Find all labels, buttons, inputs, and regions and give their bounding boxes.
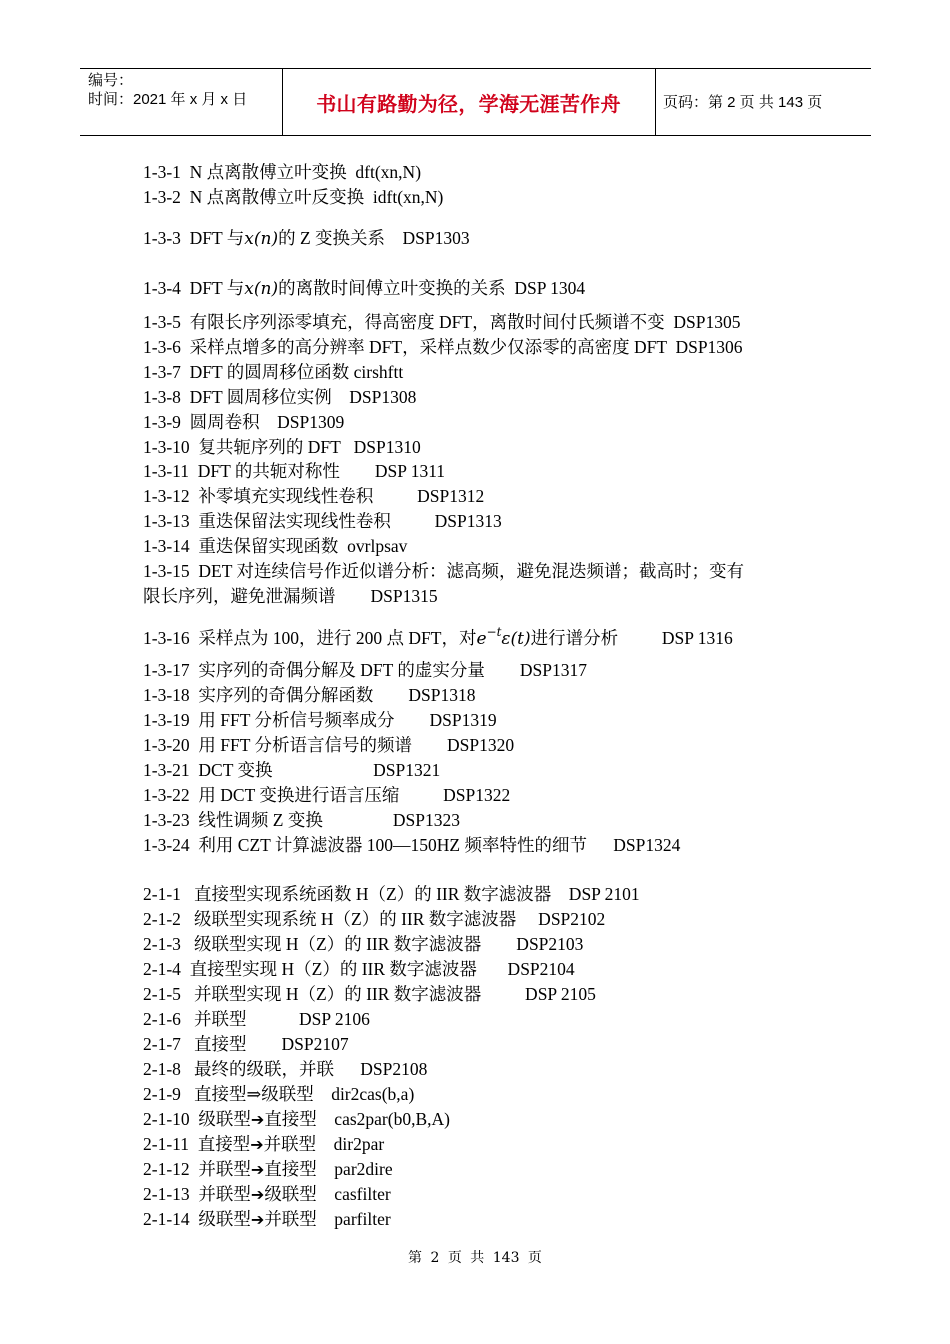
list-item: 1-3-24 利用 CZT 计算滤波器 100—150HZ 频率特性的细节 DSP1324 bbox=[143, 835, 681, 855]
item-text: 1-3-3 DFT 与 bbox=[143, 228, 245, 248]
list-item bbox=[143, 1158, 393, 1181]
page-header bbox=[80, 68, 871, 136]
page-footer: 第 2 页 共 143 页 bbox=[408, 1250, 542, 1266]
item-text: 2-1-14 级联型 bbox=[143, 1209, 251, 1229]
arrow-right-icon: ➔ bbox=[250, 1210, 265, 1229]
item-text: 的离散时间傅立叶变换的关系 DSP 1304 bbox=[278, 278, 586, 298]
list-item: 2-1-2 级联型实现系统 H（Z）的 IIR 数字滤波器 DSP2102 bbox=[143, 909, 606, 929]
header-divider bbox=[655, 68, 656, 136]
item-text: 2-1-10 级联型 bbox=[143, 1109, 251, 1129]
list-item: 1-3-14 重迭保留实现函数 ovrlpsav bbox=[143, 536, 408, 556]
list-item: 1-3-15 DET 对连续信号作近似谱分析：滤高频，避免混迭频谱；截高时；变有 bbox=[143, 561, 744, 581]
arrow-right-icon: ➔ bbox=[250, 1185, 265, 1204]
item-text: 直接型 cas2par(b0,B,A) bbox=[264, 1109, 450, 1129]
list-item: 限长序列，避免泄漏频谱 DSP1315 bbox=[143, 586, 438, 606]
list-item: 1-3-23 线性调频 Z 变换 DSP1323 bbox=[143, 810, 460, 830]
header-motto: 书山有路勤为径，学海无涯苦作舟 bbox=[316, 92, 621, 116]
list-item: 1-3-21 DCT 变换 DSP1321 bbox=[143, 760, 441, 780]
arrow-right-icon: ➔ bbox=[250, 1110, 265, 1129]
list-item bbox=[143, 1108, 450, 1131]
list-item: 1-3-7 DFT 的圆周移位函数 cirshftt bbox=[143, 362, 404, 382]
list-item: 2-1-5 并联型实现 H（Z）的 IIR 数字滤波器 DSP 2105 bbox=[143, 984, 596, 1004]
item-text: 2-1-11 直接型 bbox=[143, 1134, 251, 1154]
time-label: 时间：2021 年 x 月 x 日 bbox=[88, 91, 248, 108]
list-item bbox=[143, 627, 733, 651]
item-text: 并联型 dir2par bbox=[263, 1134, 385, 1154]
item-text: 2-1-12 并联型 bbox=[143, 1159, 251, 1179]
list-item: 2-1-8 最终的级联，并联 DSP2108 bbox=[143, 1059, 428, 1079]
list-item: 1-3-9 圆周卷积 DSP1309 bbox=[143, 412, 345, 432]
item-text: 直接型 par2dire bbox=[264, 1159, 393, 1179]
list-item: 2-1-1 直接型实现系统函数 H（Z）的 IIR 数字滤波器 DSP 2101 bbox=[143, 884, 640, 904]
list-item: 2-1-3 级联型实现 H（Z）的 IIR 数字滤波器 DSP2103 bbox=[143, 934, 584, 954]
math-xn: x(n) bbox=[244, 279, 279, 299]
list-item bbox=[143, 227, 470, 250]
list-item: 2-1-6 并联型 DSP 2106 bbox=[143, 1009, 370, 1029]
list-item bbox=[143, 1183, 391, 1206]
item-text: 进行谱分析 DSP 1316 bbox=[530, 628, 733, 648]
list-item bbox=[143, 1208, 391, 1231]
item-text: 的 Z 变换关系 DSP1303 bbox=[278, 228, 470, 248]
list-item bbox=[143, 1133, 384, 1156]
list-item: 2-1-4 直接型实现 H（Z）的 IIR 数字滤波器 DSP2104 bbox=[143, 959, 575, 979]
arrow-right-icon: ➔ bbox=[250, 1135, 264, 1154]
list-item: 2-1-7 直接型 DSP2107 bbox=[143, 1034, 349, 1054]
list-item: 1-3-1 N 点离散傅立叶变换 dft(xn,N) bbox=[143, 162, 422, 182]
math-exponent: −t bbox=[486, 625, 502, 639]
number-label: 编号： bbox=[88, 72, 134, 89]
list-item: 1-3-8 DFT 圆周移位实例 DSP1308 bbox=[143, 387, 417, 407]
item-text: 1-3-16 采样点为 100，进行 200 点 DFT，对 bbox=[143, 628, 477, 648]
math-epsilon: ε(t) bbox=[501, 629, 531, 649]
header-bottom-rule bbox=[80, 135, 871, 136]
list-item: 1-3-17 实序列的奇偶分解及 DFT 的虚实分量 DSP1317 bbox=[143, 660, 588, 680]
list-item: 1-3-19 用 FFT 分析信号频率成分 DSP1319 bbox=[143, 710, 497, 730]
item-text: 级联型 casfilter bbox=[264, 1184, 391, 1204]
arrow-right-icon: ➔ bbox=[250, 1160, 265, 1179]
list-item: 1-3-10 复共轭序列的 DFT DSP1310 bbox=[143, 437, 421, 457]
list-item: 1-3-18 实序列的奇偶分解函数 DSP1318 bbox=[143, 685, 476, 705]
list-item: 1-3-12 补零填充实现线性卷积 DSP1312 bbox=[143, 486, 485, 506]
list-item bbox=[143, 277, 585, 300]
list-item: 1-3-13 重迭保留法实现线性卷积 DSP1313 bbox=[143, 511, 502, 531]
list-item: 1-3-2 N 点离散傅立叶反变换 idft(xn,N) bbox=[143, 187, 444, 207]
list-item: 1-3-5 有限长序列添零填充，得高密度 DFT，离散时间付氏频谱不变 DSP1305 bbox=[143, 312, 741, 332]
list-item: 1-3-22 用 DCT 变换进行语言压缩 DSP1322 bbox=[143, 785, 511, 805]
math-xn: x(n) bbox=[244, 229, 279, 249]
math-e: e bbox=[476, 629, 487, 649]
list-item: 1-3-6 采样点增多的高分辨率 DFT，采样点数少仅添零的高密度 DFT DSP1306 bbox=[143, 337, 743, 357]
item-text: 2-1-13 并联型 bbox=[143, 1184, 251, 1204]
header-top-rule bbox=[80, 68, 871, 69]
item-text: 并联型 parfilter bbox=[264, 1209, 391, 1229]
header-page-info: 页码：第 2 页 共 143 页 bbox=[663, 94, 823, 111]
header-meta bbox=[88, 71, 247, 109]
item-text: 1-3-4 DFT 与 bbox=[143, 278, 245, 298]
list-item: 1-3-11 DFT 的共轭对称性 DSP 1311 bbox=[143, 461, 446, 481]
list-item: 2-1-9 直接型⇒级联型 dir2cas(b,a) bbox=[143, 1084, 415, 1104]
list-item: 1-3-20 用 FFT 分析语言信号的频谱 DSP1320 bbox=[143, 735, 515, 755]
